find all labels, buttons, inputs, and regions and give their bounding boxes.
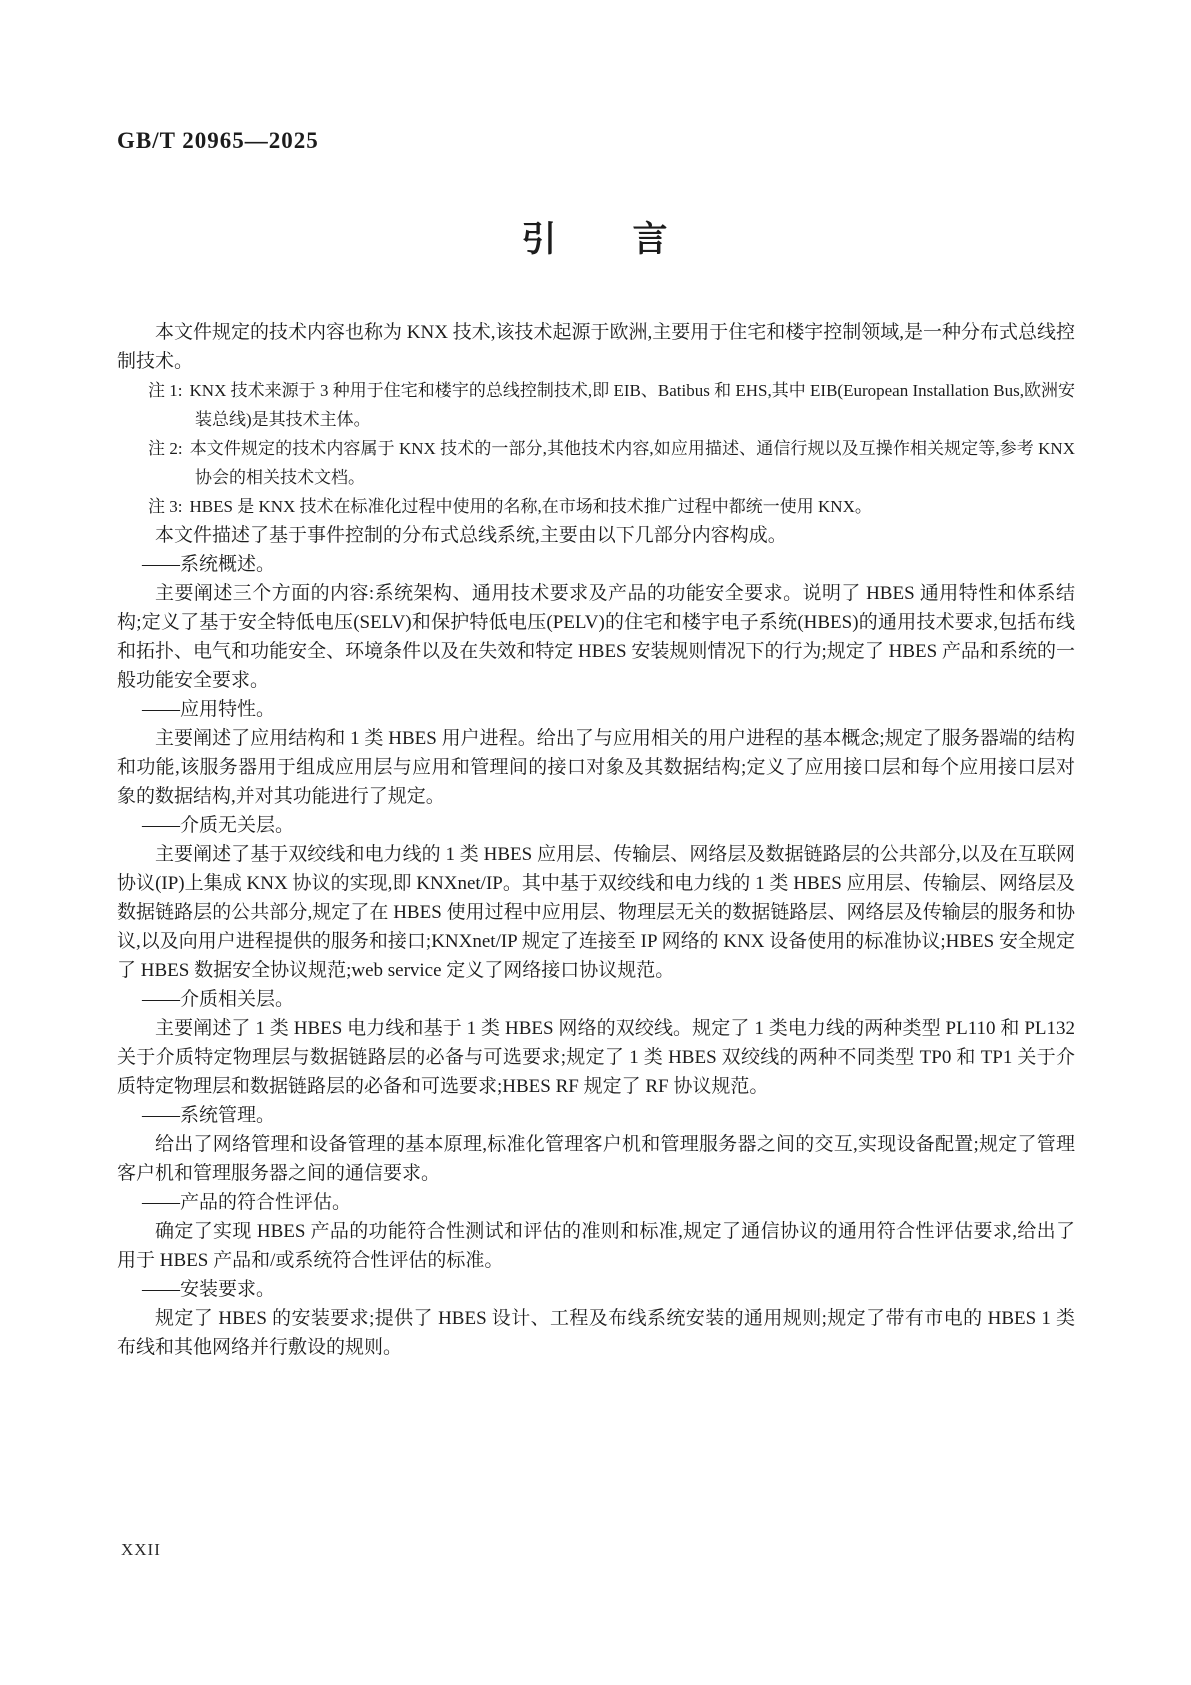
page-number: XXII — [121, 1540, 161, 1559]
list-item-application-characteristics: ——应用特性。 — [142, 699, 276, 720]
note-1 — [117, 376, 1075, 434]
paragraph-conformity-assessment: 确定了实现 HBES 产品的功能符合性测试和评估的准则和标准,规定了通信协议的通用符合性评估要求,给出了用于 HBES 产品和/或系统符合性评估的标准。 — [117, 1221, 1075, 1271]
list-item-system-overview: ——系统概述。 — [142, 554, 276, 575]
list-item-system-management: ——系统管理。 — [142, 1105, 276, 1126]
note-3-text: HBES 是 KNX 技术在标准化过程中使用的名称,在市场和技术推广过程中都统一使用 KNX。 — [189, 497, 872, 516]
paragraph-overview: 本文件描述了基于事件控制的分布式总线系统,主要由以下几部分内容构成。 — [155, 525, 787, 546]
list-item-installation-requirements: ——安装要求。 — [142, 1279, 276, 1300]
note-1-text: KNX 技术来源于 3 种用于住宅和楼宇的总线控制技术,即 EIB、Batibus 和 EHS,其中 EIB(European Installation Bus,欧洲安装总线)是其技术主体。 — [189, 381, 1075, 429]
note-2-label: 注 2: — [148, 439, 183, 458]
paragraph-system-overview: 主要阐述三个方面的内容:系统架构、通用技术要求及产品的功能安全要求。说明了 HBES 通用特性和体系结构;定义了基于安全特低电压(SELV)和保护特低电压(PELV)的住宅和楼宇电子系统(HBES)的通用技术要求,包括布线和拓扑、电气和功能安全、环境条件以及在失效和特定 HBES 安装规则情况下的行为;规定了 HBES 产品和系统的一般功能安全要求。 — [117, 583, 1075, 691]
list-item-media-dependent-layer: ——介质相关层。 — [142, 989, 295, 1010]
page-title: 引 言 — [521, 220, 670, 259]
document-body — [117, 318, 1075, 1362]
note-2 — [117, 434, 1075, 492]
note-1-label: 注 1: — [148, 381, 183, 400]
paragraph-intro: 本文件规定的技术内容也称为 KNX 技术,该技术起源于欧洲,主要用于住宅和楼宇控制领域,是一种分布式总线控制技术。 — [117, 322, 1075, 372]
note-3-label: 注 3: — [148, 497, 183, 516]
list-item-conformity-assessment: ——产品的符合性评估。 — [142, 1192, 352, 1213]
paragraph-media-dependent-layer: 主要阐述了 1 类 HBES 电力线和基于 1 类 HBES 网络的双绞线。规定了 1 类电力线的两种类型 PL110 和 PL132 关于介质特定物理层与数据链路层的必备与可选要求;规定了 1 类 HBES 双绞线的两种不同类型 TP0 和 TP1 关于介质特定物理层和数据链路层的必备和可选要求;HBES RF 规定了 RF 协议规范。 — [117, 1018, 1075, 1097]
standard-number: GB/T 20965—2025 — [117, 128, 319, 153]
paragraph-installation-requirements: 规定了 HBES 的安装要求;提供了 HBES 设计、工程及布线系统安装的通用规则;规定了带有市电的 HBES 1 类布线和其他网络并行敷设的规则。 — [117, 1308, 1075, 1358]
note-2-text: 本文件规定的技术内容属于 KNX 技术的一部分,其他技术内容,如应用描述、通信行规以及互操作相关规定等,参考 KNX 协会的相关技术文档。 — [189, 439, 1075, 487]
paragraph-system-management: 给出了网络管理和设备管理的基本原理,标准化管理客户机和管理服务器之间的交互,实现设备配置;规定了管理客户机和管理服务器之间的通信要求。 — [117, 1134, 1075, 1184]
paragraph-application-characteristics: 主要阐述了应用结构和 1 类 HBES 用户进程。给出了与应用相关的用户进程的基本概念;规定了服务器端的结构和功能,该服务器用于组成应用层与应用和管理间的接口对象及其数据结构;定义了应用接口层和每个应用接口层对象的数据结构,并对其功能进行了规定。 — [117, 728, 1075, 807]
paragraph-media-independent-layer: 主要阐述了基于双绞线和电力线的 1 类 HBES 应用层、传输层、网络层及数据链路层的公共部分,以及在互联网协议(IP)上集成 KNX 协议的实现,即 KNXnet/IP。其中基于双绞线和电力线的 1 类 HBES 应用层、传输层、网络层及数据链路层的公共部分,规定了在 HBES 使用过程中应用层、物理层无关的数据链路层、网络层及传输层的服务和协议,以及向用户进程提供的服务和接口;KNXnet/IP 规定了连接至 IP 网络的 KNX 设备使用的标准协议;HBES 安全规定了 HBES 数据安全协议规范;web service 定义了网络接口协议规范。 — [117, 844, 1075, 981]
list-item-media-independent-layer: ——介质无关层。 — [142, 815, 295, 836]
note-3 — [117, 492, 1075, 521]
